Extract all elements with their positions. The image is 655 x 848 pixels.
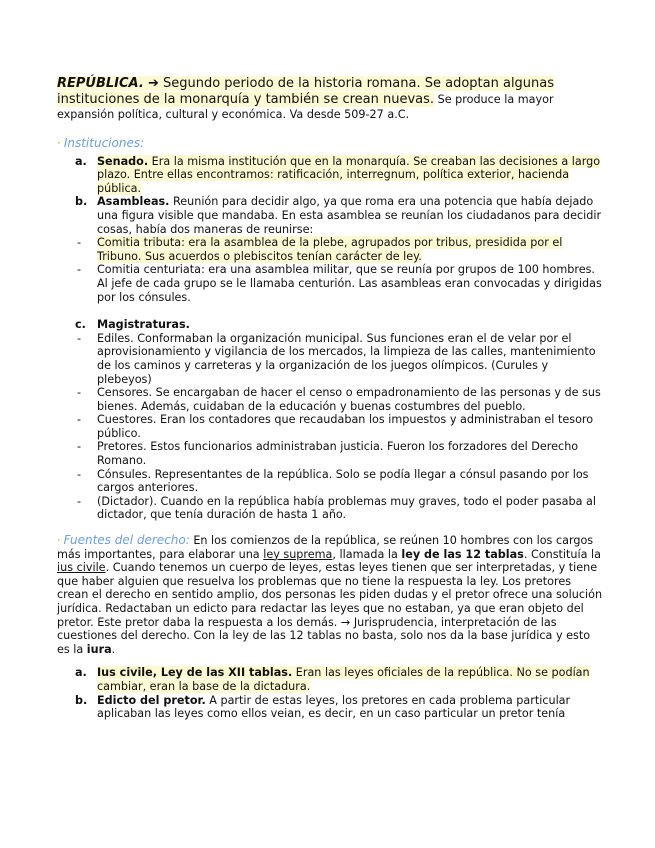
ley-suprema-term: ley suprema [263, 547, 333, 561]
dash-marker: - [77, 236, 82, 250]
fuentes-text-1: En los comienzos de la república, se reúnen 10 hombres con los cargos más importantes, para elaborar una [57, 534, 594, 561]
intro-sentence-2: Se produce la mayor expansión política, cultural y económica. Va desde 509-27 a.C. [57, 93, 554, 121]
ius-civile-title: Ius civile, Ley de las XII tablas. [97, 666, 293, 680]
intro-paragraph [57, 76, 605, 122]
intro-title: REPÚBLICA. [57, 76, 144, 91]
cuestores-text: Cuestores. Eran los contadores que recaudaban los impuestos y administraban el tesoro público. [97, 413, 594, 440]
list-marker: a. [75, 666, 87, 680]
asambleas-title: Asambleas. [97, 195, 170, 209]
comitia-tributa-text: Comitia tributa: era la asamblea de la plebe, agrupados por tribus, presidida por el Tribuno. Sus acuerdos o plebiscitos tenían carácter de ley. [97, 236, 563, 263]
magistraturas-title: Magistraturas. [97, 318, 190, 332]
dash-marker: - [77, 386, 82, 400]
list-item-ediles [57, 332, 605, 386]
dash-marker: - [77, 331, 82, 345]
list-item-pretores [57, 440, 605, 467]
fuentes-text-3: . Constituía la [523, 547, 601, 561]
list-item-magistraturas [57, 318, 605, 332]
list-item-comitia-centuriata [57, 263, 605, 304]
list-marker: b. [75, 693, 88, 707]
censores-text: Censores. Se encargaban de hacer el censo o empadronamiento de las personas y de sus bienes. Además, cuidaban de la educación y buenas costumbres del pueblo. [97, 386, 601, 413]
dash-marker: - [77, 263, 82, 277]
list-item-censores [57, 386, 605, 413]
asambleas-text: Reunión para decidir algo, ya que roma era una potencia que había dejado una figura visible que mandaba. En esta asamblea se reunían los ciudadanos para decidir cosas, había dos maneras de reunirse: [97, 195, 602, 236]
bullet-icon: · [57, 534, 61, 548]
list-item-asambleas [57, 195, 605, 236]
iura-term: iura [86, 642, 112, 656]
edicto-title: Edicto del pretor. [97, 693, 206, 707]
list-item-cuestores [57, 413, 605, 440]
consules-text: Cónsules. Representantes de la república. Solo se podía llegar a cónsul pasando por los cargos anteriores. [97, 467, 589, 495]
pretores-text: Pretores. Estos funcionarios administraban justicia. Fueron los forzadores del Derecho Romano. [97, 440, 579, 468]
senado-title: Senado. [97, 154, 149, 168]
list-item-ius-civile [57, 666, 605, 693]
list-item-edicto-pretor [57, 694, 605, 721]
spacer [57, 304, 605, 318]
fuentes-text-2: , llamada la [332, 547, 398, 561]
ediles-text: Ediles. Conformaban la organización municipal. Sus funciones eran el de velar por el aprovisionamiento y vigilancia de los mercados, la limpieza de las calles, mantenimiento de los caminos y carreteras y la organización de los juegos olímpicos. (Curules y plebeyos) [97, 331, 596, 386]
ius-civile-term: ius civile [57, 561, 106, 575]
fuentes-list [57, 666, 605, 720]
dash-marker: - [77, 467, 82, 481]
ius-civile-text: Eran las leyes oficiales de la república. No se podían cambiar, eran la base de la dictadura. [97, 666, 590, 693]
bullet-icon: · [57, 135, 61, 150]
instituciones-list [57, 155, 605, 522]
list-marker: c. [75, 318, 86, 332]
fuentes-heading: Fuentes del derecho: [63, 533, 190, 548]
list-marker: b. [75, 195, 88, 209]
instituciones-heading [57, 136, 605, 151]
dash-marker: - [77, 413, 82, 427]
senado-text: Era la misma institución que en la monarquía. Se creaban las decisiones a largo plazo. Entre ellas encontramos: ratificación, interregnum, política exterior, hacienda pública. [97, 154, 601, 195]
list-item-consules [57, 468, 605, 495]
comitia-centuriata-text: Comitia centuriata: era una asamblea militar, que se reunía por grupos de 100 hombres. Al jefe de cada grupo se le llamaba centurión. Las asambleas eran convocadas y dirigidas por los cónsules. [97, 263, 602, 304]
intro-sentence-1: Segundo periodo de la historia romana. Se adoptan algunas instituciones de la monarquía y también se crean nuevas. [57, 76, 555, 107]
instituciones-heading-text: Instituciones: [63, 135, 145, 150]
dash-marker: - [77, 440, 82, 454]
ley-12-tablas-term: ley de las 12 tablas [401, 547, 524, 561]
list-item-dictador [57, 495, 605, 522]
dash-marker: - [77, 494, 82, 508]
fuentes-paragraph [57, 534, 605, 656]
document-content [57, 76, 605, 721]
list-item-senado [57, 155, 605, 196]
dictador-text: (Dictador). Cuando en la república había problemas muy graves, todo el poder pasaba al dictador, que tenía duración de hasta 1 año. [97, 494, 596, 522]
arrow-icon: ➔ [147, 76, 159, 91]
list-marker: a. [75, 154, 87, 168]
fuentes-text-5: . [111, 642, 116, 656]
edicto-text: A partir de estas leyes, los pretores en cada problema particular aplicaban las leyes como ellos veian, es decir, en un caso particular un pretor tenía [97, 693, 571, 721]
list-item-comitia-tributa [57, 236, 605, 263]
fuentes-text-4: . Cuando tenemos un cuerpo de leyes, estas leyes tienen que ser interpretadas, y tiene que haber alguien que resuelva los problemas que no tiene la respuesta la ley. Los pretores crean el derecho en sentido amplio, dos personas les piden dudas y el pretor ofrece una solución jurídica. Redactaban un edicto para redactar las leyes que no estaban, ya que eran objeto del pretor. Este pretor daba la respuesta a los demás. → Jurisprudencia, interpretación de las cuestiones del derecho. Con la ley de las 12 tablas no basta, solo nos da la base jurídica y esto es la [57, 561, 603, 656]
